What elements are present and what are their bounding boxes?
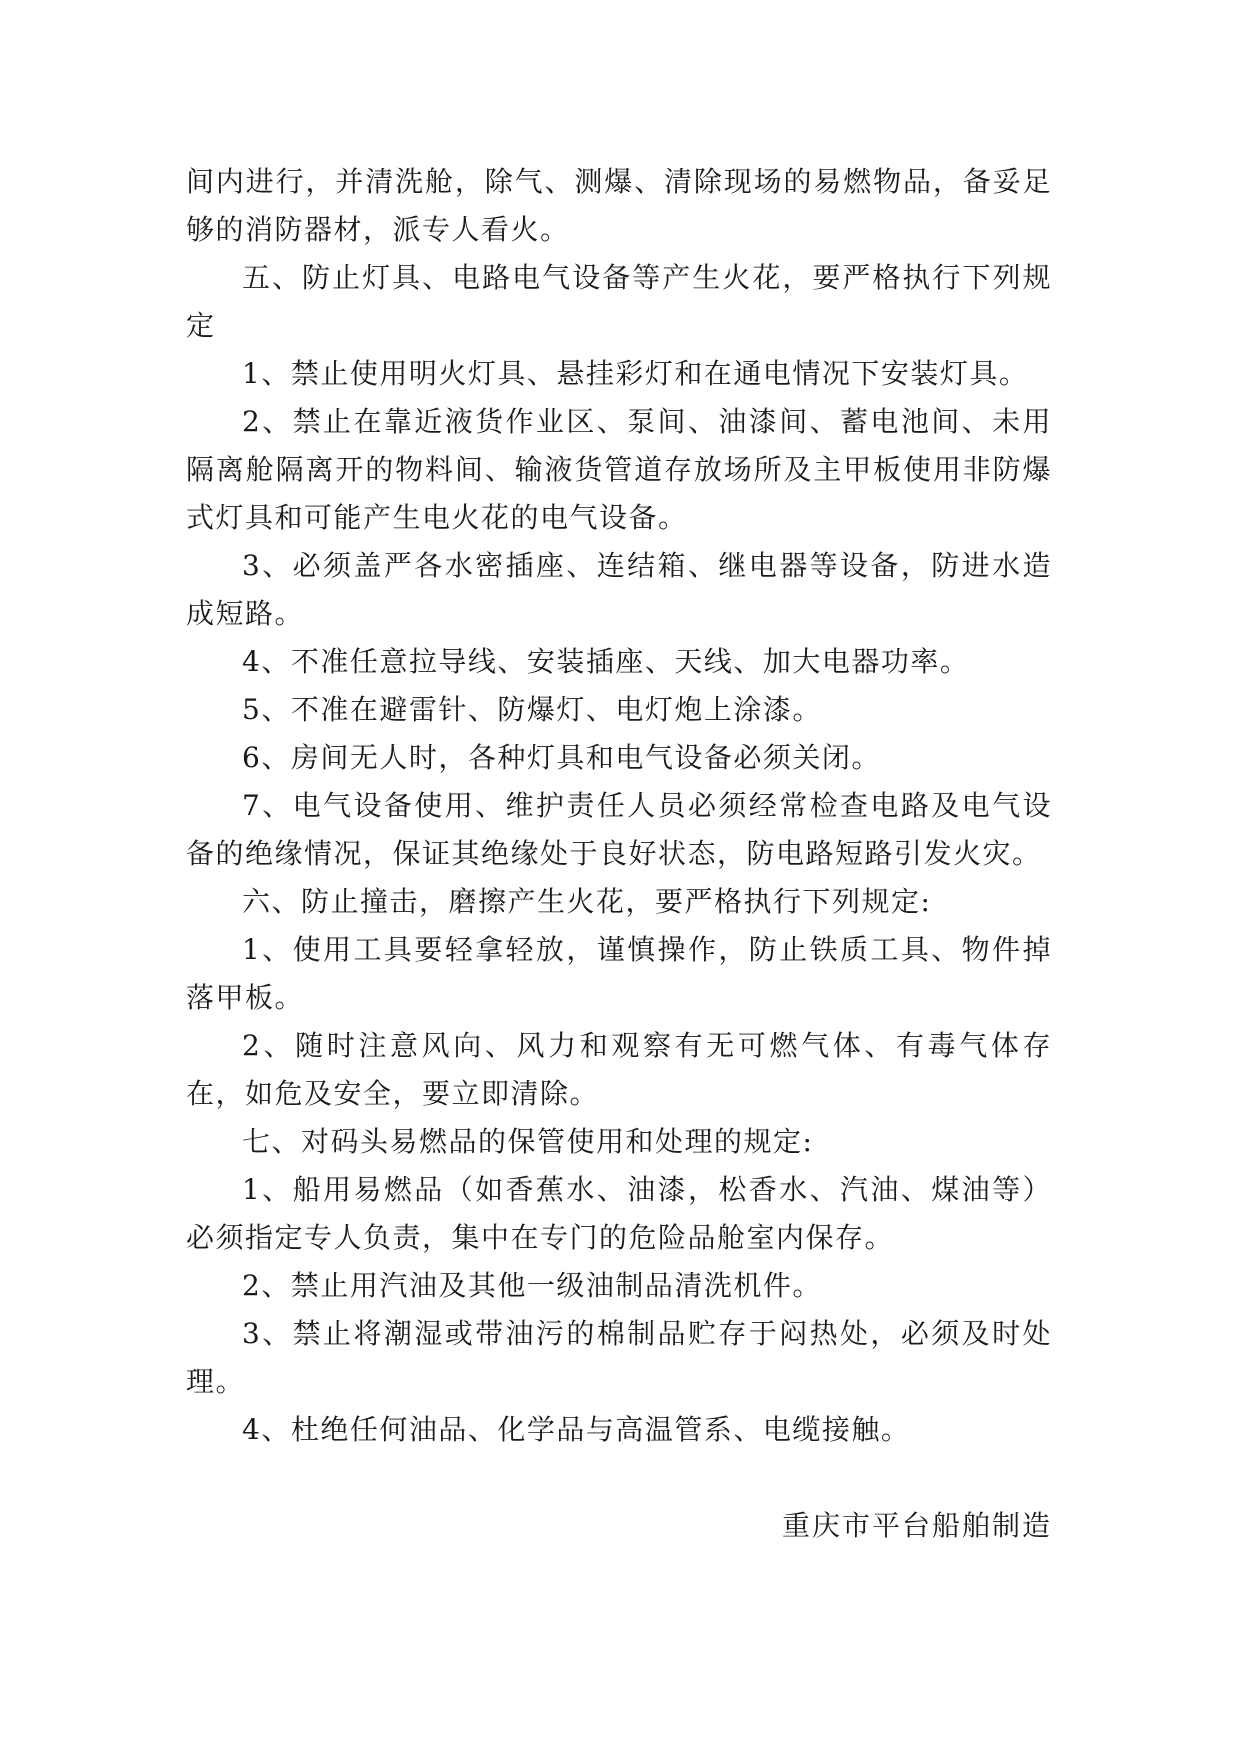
list-item: 4、不准任意拉导线、安装插座、天线、加大电器功率。 (242, 645, 970, 678)
paragraph-continuation: 间内进行，并清洗舱，除气、测爆、清除现场的易燃物品，备妥足够的消防器材，派专人看火。 (186, 165, 1052, 246)
signature-organization: 重庆市平台船舶制造 (781, 1509, 1052, 1542)
section-heading-6: 六、防止撞击，磨擦产生火花，要严格执行下列规定: (242, 885, 932, 918)
list-item: 2、禁止在靠近液货作业区、泵间、油漆间、蓄电池间、未用隔离舱隔离开的物料间、输液货管道存放场所及主甲板使用非防爆式灯具和可能产生电火花的电气设备。 (186, 405, 1052, 534)
list-item: 1、禁止使用明火灯具、悬挂彩灯和在通电情况下安装灯具。 (242, 357, 1029, 390)
list-item: 2、随时注意风向、风力和观察有无可燃气体、有毒气体存在，如危及安全，要立即清除。 (186, 1029, 1052, 1110)
list-item: 1、使用工具要轻拿轻放，谨慎操作，防止铁质工具、物件掉落甲板。 (186, 933, 1052, 1014)
list-item: 2、禁止用汽油及其他一级油制品清洗机件。 (242, 1269, 822, 1302)
list-item: 6、房间无人时，各种灯具和电气设备必须关闭。 (242, 741, 881, 774)
list-item: 1、船用易燃品（如香蕉水、油漆，松香水、汽油、煤油等）必须指定专人负责，集中在专门的危险品舱室内保存。 (186, 1173, 1052, 1254)
section-heading-5: 五、防止灯具、电路电气设备等产生火花，要严格执行下列规定 (186, 261, 1052, 342)
section-heading-7: 七、对码头易燃品的保管使用和处理的规定: (242, 1125, 814, 1158)
list-item: 5、不准在避雷针、防爆灯、电灯炮上涂漆。 (242, 693, 822, 726)
list-item: 3、禁止将潮湿或带油污的棉制品贮存于闷热处，必须及时处理。 (186, 1317, 1052, 1398)
list-item: 7、电气设备使用、维护责任人员必须经常检查电路及电气设备的绝缘情况，保证其绝缘处于良好状态，防电路短路引发火灾。 (186, 789, 1052, 870)
list-item: 4、杜绝任何油品、化学品与高温管系、电缆接触。 (242, 1413, 911, 1446)
list-item: 3、必须盖严各水密插座、连结箱、继电器等设备，防进水造成短路。 (186, 549, 1052, 630)
document-body (186, 158, 1052, 1454)
